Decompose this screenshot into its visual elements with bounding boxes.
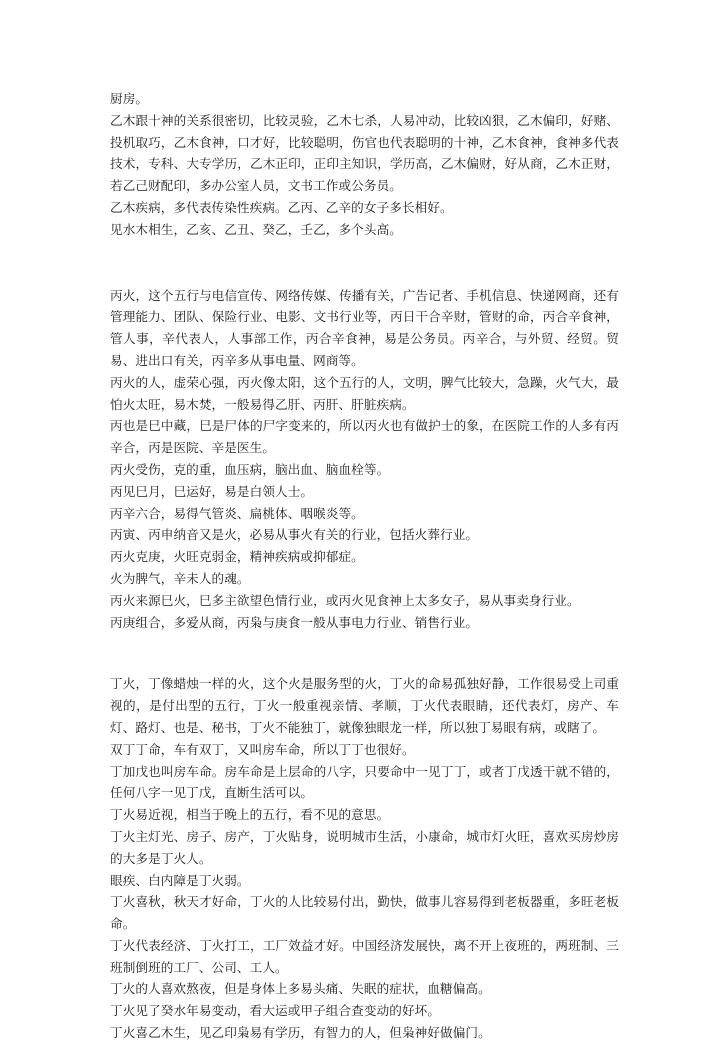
section-bing-fire <box>110 285 619 634</box>
paragraph: 乙木跟十神的关系很密切，比较灵验，乙木七杀，人易冲动，比较凶狠，乙木偏印，好赌、投机取巧，乙木食神，口才好，比较聪明，伤官也代表聪明的十神，乙木食神，食神多代表技术，专科、大专学历，乙木正印，正印主知识，学历高，乙木偏财，好从商，乙木正财，若乙己财配印，多办公室人员，文书工作或公务员。 <box>110 112 619 194</box>
paragraph: 双丁丁命，车有双丁，又叫房车命，所以丁丁也很好。 <box>110 741 415 757</box>
paragraph: 丙火受伤，克的重，血压病，脑出血、脑血栓等。 <box>110 461 390 477</box>
paragraph: 丁火的人喜欢熬夜，但是身体上多易头痛、失眠的症状，血糖偏高。 <box>110 981 491 997</box>
paragraph: 火为脾气，辛未人的魂。 <box>110 570 250 586</box>
paragraph: 丁火，丁像蜡烛一样的火，这个火是服务型的火，丁火的命易孤独好静，工作很易受上司重视的，是付出型的五行，丁火一般重视亲情、孝顺，丁火代表眼睛，还代表灯，房产、车灯、路灯、也是、秘书，丁火不能独丁，就像独眼龙一样，所以独丁易眼有病，或瞎了。 <box>110 676 619 735</box>
paragraph: 丙火克庚，火旺克弱金，精神疾病或抑郁症。 <box>110 549 364 565</box>
paragraph: 丙火，这个五行与电信宣传、网络传媒、传播有关，广告记者、手机信息、快递网商，还有管理能力、团队、保险行业、电影、文书行业等，丙日干合辛财，管财的命，丙合辛食神，管人事，辛代表人，人事部工作，丙合辛食神，易是公务员。丙辛合，与外贸、经贸。贸易、进出口有关，丙辛多从事电量、网商等。 <box>110 287 619 368</box>
paragraph: 丙寅、丙申纳音又是火，必易从事火有关的行业，包括火葬行业。 <box>110 527 479 543</box>
section-spacer <box>110 241 619 285</box>
paragraph: 丙也是巳中藏，巳是尸体的尸字变来的，所以丙火也有做护士的象，在医院工作的人多有丙辛合，丙是医院、辛是医生。 <box>110 418 619 456</box>
paragraph: 乙木疾病，多代表传染性疾病。乙丙、乙辛的女子多长相好。 <box>110 199 453 215</box>
paragraph: 丙庚组合，多爱从商，丙枭与庚食一般从事电力行业、销售行业。 <box>110 614 479 630</box>
paragraph: 丁火喜乙木生，见乙印枭易有学历，有智力的人，但枭神好做偏门。 <box>110 1025 491 1041</box>
paragraph: 丙火的人，虚荣心强，丙火像太阳，这个五行的人，文明，脾气比较大，急躁，火气大，最怕火太旺，易木焚，一般易得乙肝、丙肝、肝脏疾病。 <box>110 374 619 412</box>
paragraph: 见水木相生，乙亥、乙丑、癸乙，壬乙，多个头高。 <box>110 221 402 237</box>
section-spacer <box>110 633 619 673</box>
paragraph: 丁火易近视，相当于晚上的五行，看不见的意思。 <box>110 807 390 823</box>
paragraph: 丙见巳月，巳运好，易是白领人士。 <box>110 483 314 499</box>
paragraph: 眼疾、白内障是丁火弱。 <box>110 872 250 888</box>
section-ding-fire <box>110 673 619 1044</box>
paragraph: 丁火见了癸水年易变动，看大运或甲子组合查变动的好坏。 <box>110 1003 441 1019</box>
paragraph: 丙火来源巳火，巳多主欲望色情行业，或丙火见食神上太多女子，易从事卖身行业。 <box>110 592 580 608</box>
paragraph: 丁火喜秋，秋天才好命，丁火的人比较易付出，勤快，做事儿容易得到老板器重，多旺老板命。 <box>110 894 619 932</box>
paragraph: 厨房。 <box>110 91 149 106</box>
paragraph: 丁加戊也叫房车命。房车命是上层命的八字，只要命中一见丁丁，或者丁戊透干就不错的，任何八字一见丁戊，直断生活可以。 <box>110 763 619 801</box>
paragraph: 丁火代表经济、丁火打工，工厂效益才好。中国经济发展快，离不开上夜班的，两班制、三班制倒班的工厂、公司、工人。 <box>110 937 619 975</box>
section-yi-wood <box>110 88 619 241</box>
paragraph: 丙辛六合，易得气管炎、扁桃体、咽喉炎等。 <box>110 505 364 521</box>
paragraph: 丁火主灯光、房子、房产，丁火贴身，说明城市生活，小康命，城市灯火旺，喜欢买房炒房的大多是丁火人。 <box>110 828 619 866</box>
